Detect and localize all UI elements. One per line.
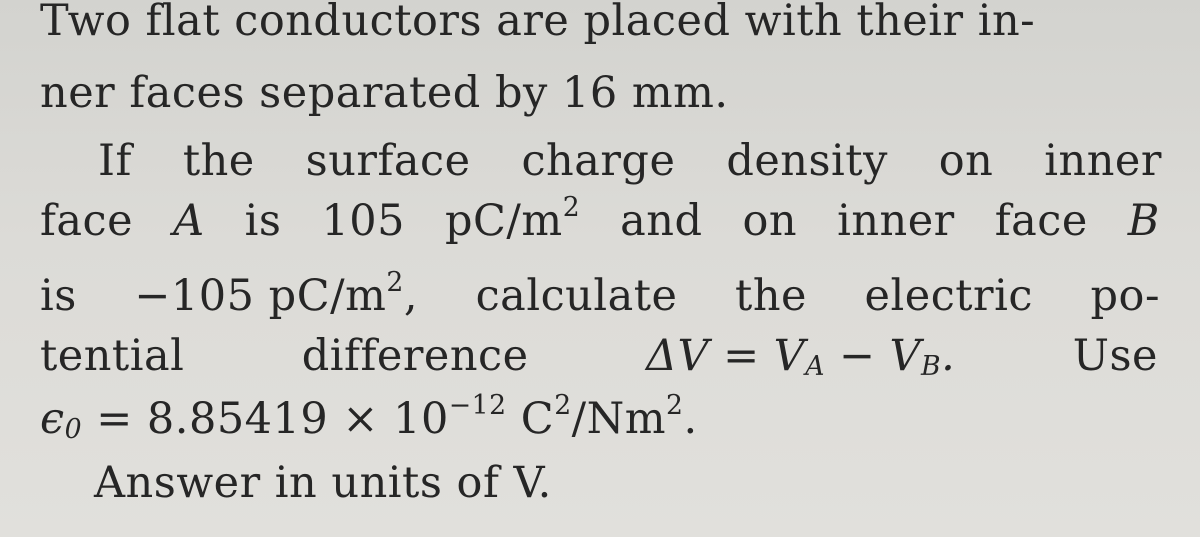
word: density xyxy=(726,136,888,186)
face-a-symbol: A xyxy=(173,196,205,246)
epsilon-zero-symbol: $\epsilon_0$ xyxy=(40,394,83,445)
word: charge xyxy=(521,136,676,186)
problem-line-4 xyxy=(40,191,1160,246)
permittivity-value: = $8.85419 \times 10^{-12}$ xyxy=(96,389,507,444)
word: and xyxy=(620,196,703,246)
word: is xyxy=(40,271,77,321)
permittivity-unit: $C^2/Nm^2$. xyxy=(520,389,698,444)
word: tential xyxy=(40,331,185,381)
delta-v-symbol: ΔV xyxy=(645,331,710,381)
word: face xyxy=(40,196,134,246)
problem-line-3 xyxy=(98,136,1162,186)
word: po- xyxy=(1090,271,1160,321)
word: inner xyxy=(1044,136,1162,186)
word: Use xyxy=(1072,331,1158,381)
word: the xyxy=(735,271,807,321)
problem-line-5 xyxy=(40,266,1160,321)
face-b-symbol: B xyxy=(1127,196,1160,246)
minus-sign: − xyxy=(838,331,876,381)
charge-density-unit: $pC/m^2$ xyxy=(445,191,581,246)
problem-line-8: Answer in units of V. xyxy=(94,458,552,508)
equals-sign: = xyxy=(723,331,760,381)
word: If xyxy=(98,136,132,186)
word: 105 xyxy=(321,196,406,246)
word: inner xyxy=(837,196,955,246)
word: surface xyxy=(305,136,471,186)
negative-charge-density: −105 $pC/m^2$, xyxy=(134,266,419,321)
word: calculate xyxy=(475,271,678,321)
word: on xyxy=(742,196,798,246)
word: electric xyxy=(864,271,1033,321)
va-symbol: $V_A$ xyxy=(773,331,825,382)
word: the xyxy=(182,136,255,186)
word: on xyxy=(938,136,994,186)
vb-symbol: $V_B$. xyxy=(889,331,956,382)
problem-line-6 xyxy=(40,331,1158,382)
word: difference xyxy=(301,331,529,381)
potential-difference-equation xyxy=(645,331,956,382)
problem-line-7 xyxy=(40,389,698,445)
problem-line-1: Two flat conductors are placed with their in- xyxy=(40,0,1036,46)
problem-line-2: ner faces separated by 16 mm. xyxy=(40,68,729,118)
word: is xyxy=(244,196,282,246)
word: face xyxy=(994,196,1088,246)
